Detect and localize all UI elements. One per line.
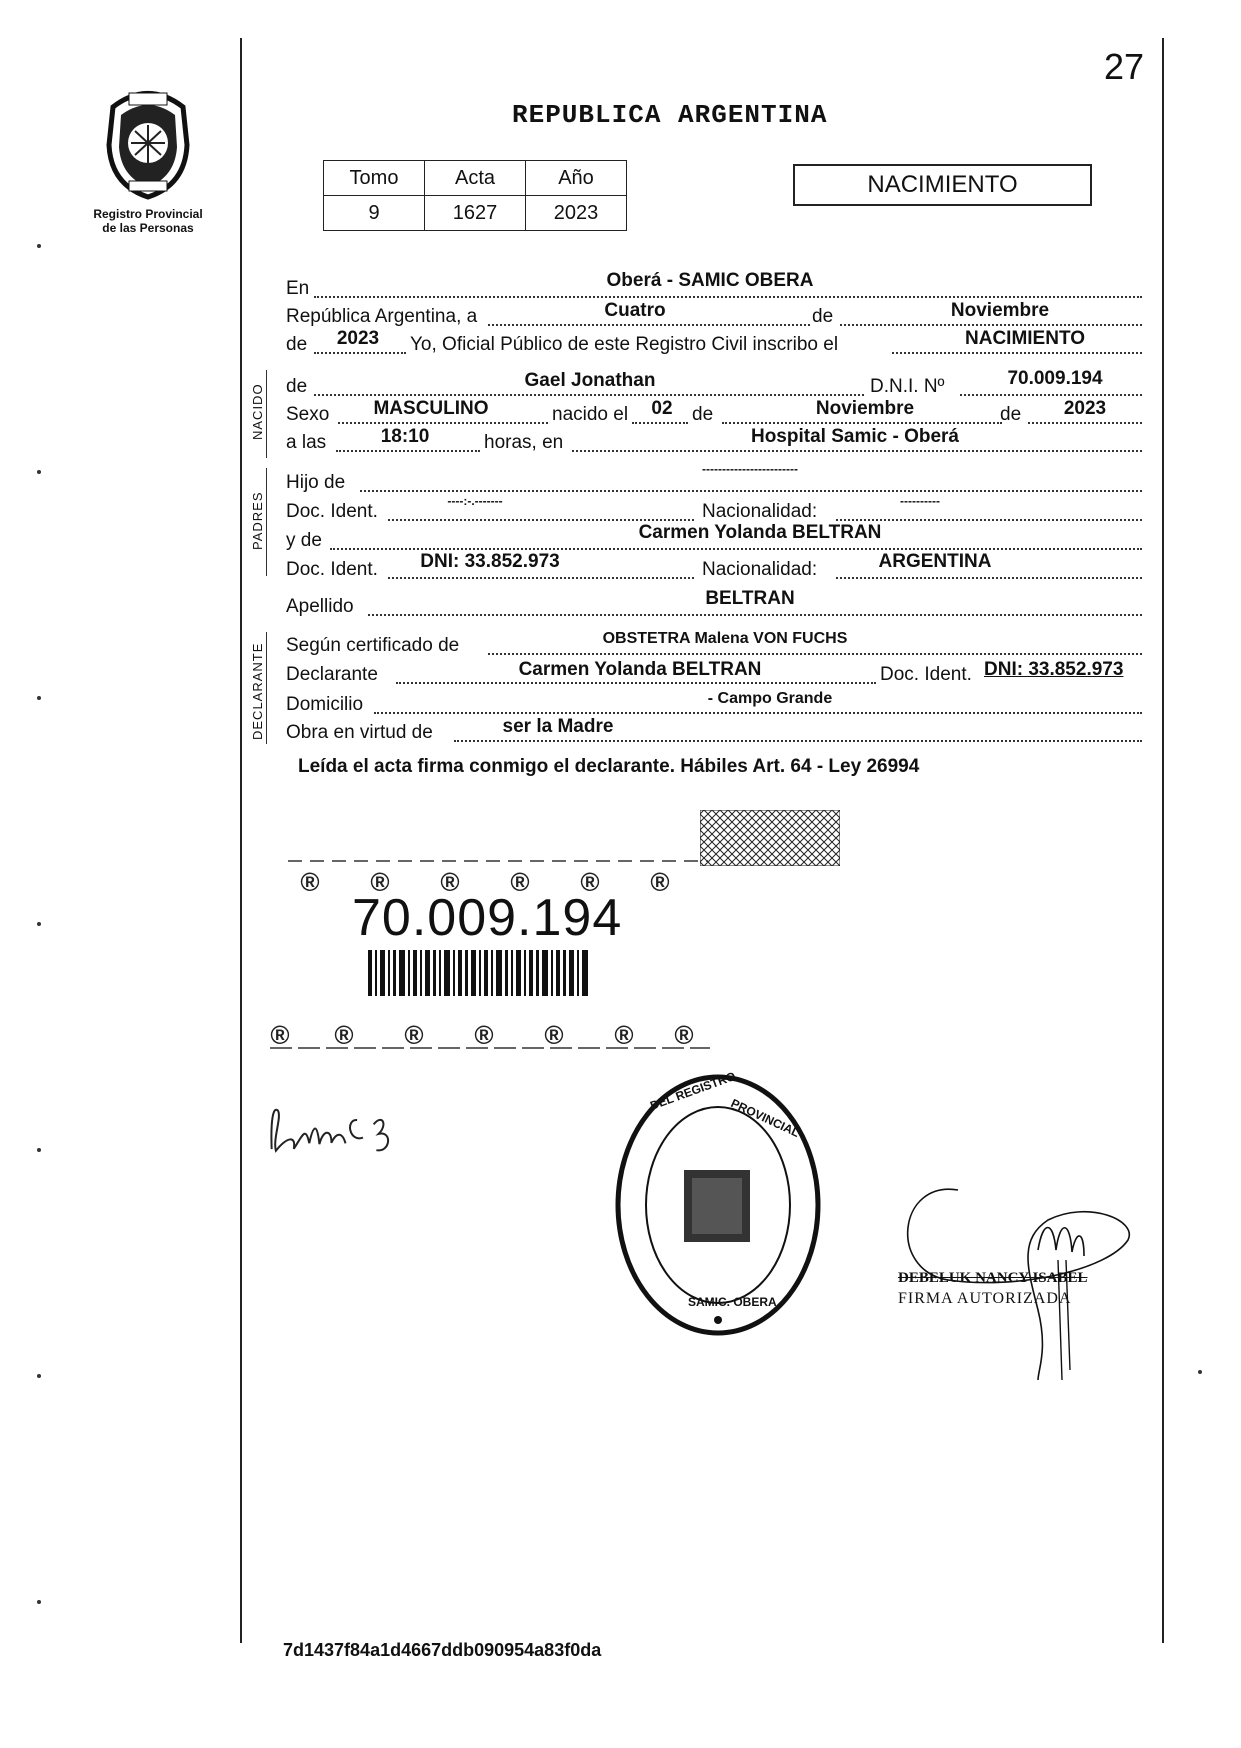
section-bracket [266,370,277,458]
value-declarant: Carmen Yolanda BELTRAN [518,659,762,680]
scan-dot [37,1374,41,1378]
acta-value: 1627 [425,196,526,231]
value-year: 2023 [336,328,380,349]
dotted-line [892,352,1142,354]
label-de-year: de [1000,404,1022,425]
label-republica: República Argentina, a [286,306,478,327]
dotted-line [336,450,480,452]
value-address: - Campo Grande [707,690,833,707]
province-crest [93,85,203,200]
value-father-doc: ----:-.------- [447,494,503,508]
registry-label-line1: Registro Provincial [93,207,203,221]
label-obra: Obra en virtud de [286,722,433,743]
r-logo-strip-icon [270,1016,710,1052]
svg-text:®: ® [270,1020,290,1050]
svg-text:®: ® [474,1020,494,1050]
left-border-line [240,38,242,1643]
dotted-line [632,422,688,424]
scan-dot [37,470,41,474]
svg-text:®: ® [650,867,670,897]
dotted-line [488,324,810,326]
official-name: DEBELUK NANCY ISABEL [898,1270,1088,1286]
value-day-word: Cuatro [604,300,666,321]
value-father-nat: ---------- [900,494,940,508]
value-child-name: Gael Jonathan [524,370,656,391]
scan-dot [37,1600,41,1604]
scan-dot [37,696,41,700]
right-border-line [1162,38,1164,1643]
value-certificate: OBSTETRA Malena VON FUCHS [602,630,848,647]
dotted-line [314,296,1142,298]
section-bracket [266,632,277,744]
declarant-signature [259,1076,496,1179]
value-sex: MASCULINO [373,398,489,419]
crest-icon [93,85,203,200]
svg-text:®: ® [614,1020,634,1050]
dotted-line [1028,422,1142,424]
label-apellido: Apellido [286,596,354,617]
dotted-line [840,324,1142,326]
dotted-line [722,422,1002,424]
svg-text:®: ® [404,1020,424,1050]
side-label-padres: PADRES [250,491,265,550]
label-horas-en: horas, en [484,432,564,453]
label-yo: Yo, Oficial Público de este Registro Civil inscribo el [410,334,839,355]
label-en: En [286,278,310,299]
seal-number: 70.009.194 [352,889,623,947]
label-de-month: de [692,404,714,425]
label-y-de: y de [286,530,322,551]
value-birth-day: 02 [651,398,673,419]
label-nacionalidad2: Nacionalidad: [702,559,818,580]
label-de-name: de [286,376,308,397]
svg-text:®: ® [544,1020,564,1050]
label-doc-ident3: Doc. Ident. [880,664,972,685]
round-stamp-icon [612,1070,824,1340]
label-doc-ident2: Doc. Ident. [286,559,378,580]
dotted-line [836,519,1142,521]
ano-value: 2023 [526,196,627,231]
dotted-line [396,682,876,684]
svg-text:®: ® [370,867,390,897]
svg-text:PROVINCIAL: PROVINCIAL [728,1096,802,1140]
svg-text:®: ® [334,1020,354,1050]
value-surname: BELTRAN [705,588,795,609]
document-title: REPUBLICA ARGENTINA [512,100,828,130]
side-label-declarante: DECLARANTE [250,642,265,740]
security-hologram [700,810,840,866]
dotted-line [488,653,1142,655]
value-birth-place: Hospital Samic - Oberá [750,426,959,447]
label-de2: de [286,334,308,355]
record-type-box: NACIMIENTO [793,164,1092,206]
value-record-kind: NACIMIENTO [965,328,1085,349]
dotted-line [314,394,864,396]
official-stamp [612,1070,824,1340]
svg-text:DEL REGISTRO: DEL REGISTRO [648,1070,738,1113]
tomo-value: 9 [324,196,425,231]
dotted-line [330,548,1142,550]
registry-label-line2: de las Personas [102,221,194,235]
record-reference-table [323,160,627,231]
dotted-line [374,712,1142,714]
label-hijo-de: Hijo de [286,472,346,493]
scan-dot [37,922,41,926]
label-nacido-el: nacido el [552,404,629,425]
dotted-line [960,394,1142,396]
barcode-icon [368,950,590,996]
label-a-las: a las [286,432,327,453]
svg-text:®: ® [510,867,530,897]
scan-dot [37,244,41,248]
table-header-tomo: Tomo [324,161,425,196]
table-header-acta: Acta [425,161,526,196]
value-declarant-doc: DNI: 33.852.973 [984,659,1124,680]
dotted-line [388,519,694,521]
dotted-line [572,450,1142,452]
dotted-line [314,352,406,354]
value-mother: Carmen Yolanda BELTRAN [638,522,882,543]
label-de: de [812,306,834,327]
legal-notice: Leída el acta firma conmigo el declarante. Hábiles Art. 64 - Ley 26994 [298,756,920,777]
value-birth-month: Noviembre [815,398,915,419]
section-bracket [266,468,277,576]
label-domicilio: Domicilio [286,694,364,715]
barcode [368,950,590,996]
scan-dot [37,1148,41,1152]
label-doc-ident: Doc. Ident. [286,501,378,522]
label-declarante: Declarante [286,664,378,685]
dotted-line [454,740,1142,742]
page-number: 27 [1104,46,1145,87]
value-father: ------------------------ [702,462,798,476]
label-sexo: Sexo [286,404,330,425]
label-segun: Según certificado de [286,635,460,656]
value-mother-nat: ARGENTINA [878,551,992,572]
document-hash: 7d1437f84a1d4667ddb090954a83f0da [283,1640,602,1660]
value-capacity: ser la Madre [502,716,614,737]
dotted-line [368,614,1142,616]
svg-text:®: ® [674,1020,694,1050]
dotted-line [836,577,1142,579]
security-strip-bottom [270,1016,710,1052]
label-nacionalidad: Nacionalidad: [702,501,818,522]
value-month: Noviembre [950,300,1050,321]
table-header-ano: Año [526,161,627,196]
label-dni: D.N.I. Nº [870,376,945,397]
hologram-pattern-icon [700,810,840,866]
scan-dot [1198,1370,1202,1374]
handwritten-signature-icon [259,1076,495,1170]
svg-text:®: ® [440,867,460,897]
value-child-dni: 70.009.194 [1007,368,1103,389]
registry-label [73,207,223,235]
dotted-line [338,422,548,424]
dotted-line [360,490,1142,492]
svg-text:®: ® [300,867,320,897]
svg-text:®: ® [580,867,600,897]
official-role: FIRMA AUTORIZADA [898,1290,1072,1307]
svg-text:SAMIC. OBERA: SAMIC. OBERA [688,1295,777,1309]
value-birth-time: 18:10 [380,426,430,447]
dotted-line [388,577,694,579]
value-mother-doc: DNI: 33.852.973 [420,551,560,572]
side-label-nacido: NACIDO [250,383,265,440]
value-birth-year: 2023 [1063,398,1107,419]
value-place: Oberá - SAMIC OBERA [606,270,814,291]
